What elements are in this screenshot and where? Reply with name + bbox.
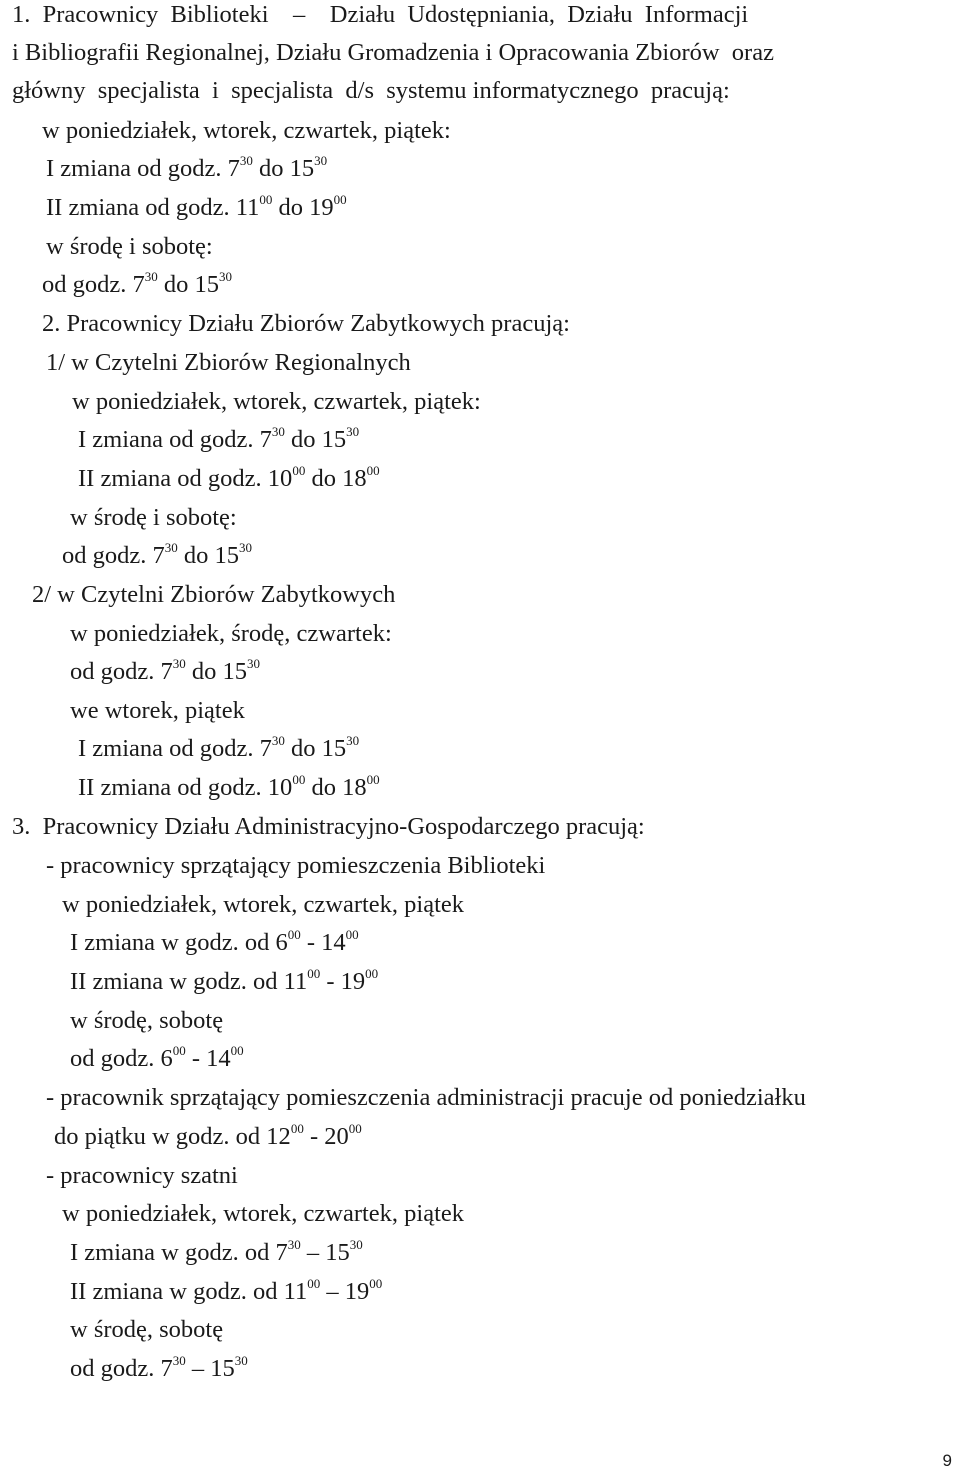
section1-days: w poniedziałek, wtorek, czwartek, piątek:: [42, 117, 451, 144]
section2-sub2-days2: we wtorek, piątek: [70, 697, 245, 724]
section3-a-from: od godz. $6^{00} - 14^{00}$: [70, 1043, 244, 1072]
section3-b-continuation: do piątku w godz. od $12^{00} - 20^{00}$: [54, 1121, 362, 1150]
section1-days2: w środę i sobotę:: [46, 233, 213, 260]
section3-a-title: - pracownicy sprzątający pomieszczenia Biblioteki: [46, 852, 546, 879]
section3-a-days: w poniedziałek, wtorek, czwartek, piątek: [62, 891, 465, 918]
section2-sub1-days2: w środę i sobotę:: [70, 504, 237, 531]
section3-b-title: - pracownik sprzątający pomieszczenia administracji pracuje od poniedziałku: [46, 1084, 806, 1111]
section1-shift1: I zmiana od godz. $7^{30}$ do $15^{30}$: [46, 153, 328, 182]
section2-heading: 2. Pracownicy Działu Zbiorów Zabytkowych pracują:: [42, 310, 570, 337]
section3-c-shift2: II zmiana w godz. od $11^{00} - 19^{00}$: [70, 1276, 383, 1305]
section3-c-shift1: I zmiana w godz. od $7^{30} - 15^{30}$: [70, 1237, 363, 1266]
section2-sub2: 2/ w Czytelni Zbiorów Zabytkowych: [32, 581, 396, 608]
section1-heading-line1: 1. Pracownicy Biblioteki – Działu Udostępniania, Działu Informacji: [12, 1, 749, 28]
section3-a-shift1: I zmiana w godz. od $6^{00} - 14^{00}$: [70, 927, 359, 956]
section3-c-days: w poniedziałek, wtorek, czwartek, piątek: [62, 1200, 465, 1227]
page-number: 9: [942, 1451, 952, 1470]
section3-heading: 3. Pracownicy Działu Administracyjno-Gospodarczego pracują:: [12, 813, 645, 840]
section3-c-from: od godz. $7^{30} - 15^{30}$: [70, 1353, 248, 1382]
section2-sub1-from: od godz. $7^{30}$ do $15^{30}$: [62, 540, 252, 569]
section2-sub1-shift2: II zmiana od godz. $10^{00}$ do $18^{00}$: [78, 463, 380, 492]
section1-from: od godz. $7^{30}$ do $15^{30}$: [42, 269, 232, 298]
section3-c-days2: w środę, sobotę: [70, 1316, 224, 1343]
section1-shift2: II zmiana od godz. $11^{00}$ do $19^{00}$: [46, 192, 347, 221]
section2-sub2-from: od godz. $7^{30}$ do $15^{30}$: [70, 656, 260, 685]
section3-a-shift2: II zmiana w godz. od $11^{00} - 19^{00}$: [70, 966, 379, 995]
section2-sub1: 1/ w Czytelni Zbiorów Regionalnych: [46, 349, 411, 376]
section1-heading-line2: i Bibliografii Regionalnej, Działu Gromadzenia i Opracowania Zbiorów oraz: [12, 39, 774, 66]
section1-heading-line3: główny specjalista i specjalista d/s systemu informatycznego pracują:: [12, 77, 730, 104]
section3-a-days2: w środę, sobotę: [70, 1007, 224, 1034]
section2-sub2-shift2: II zmiana od godz. $10^{00}$ do $18^{00}$: [78, 772, 380, 801]
section2-sub2-shift1: I zmiana od godz. $7^{30}$ do $15^{30}$: [78, 733, 360, 762]
section2-sub1-shift1: I zmiana od godz. $7^{30}$ do $15^{30}$: [78, 424, 360, 453]
section3-c-title: - pracownicy szatni: [46, 1162, 238, 1189]
section2-sub1-days: w poniedziałek, wtorek, czwartek, piątek:: [72, 388, 481, 415]
section2-sub2-days: w poniedziałek, środę, czwartek:: [70, 620, 392, 647]
